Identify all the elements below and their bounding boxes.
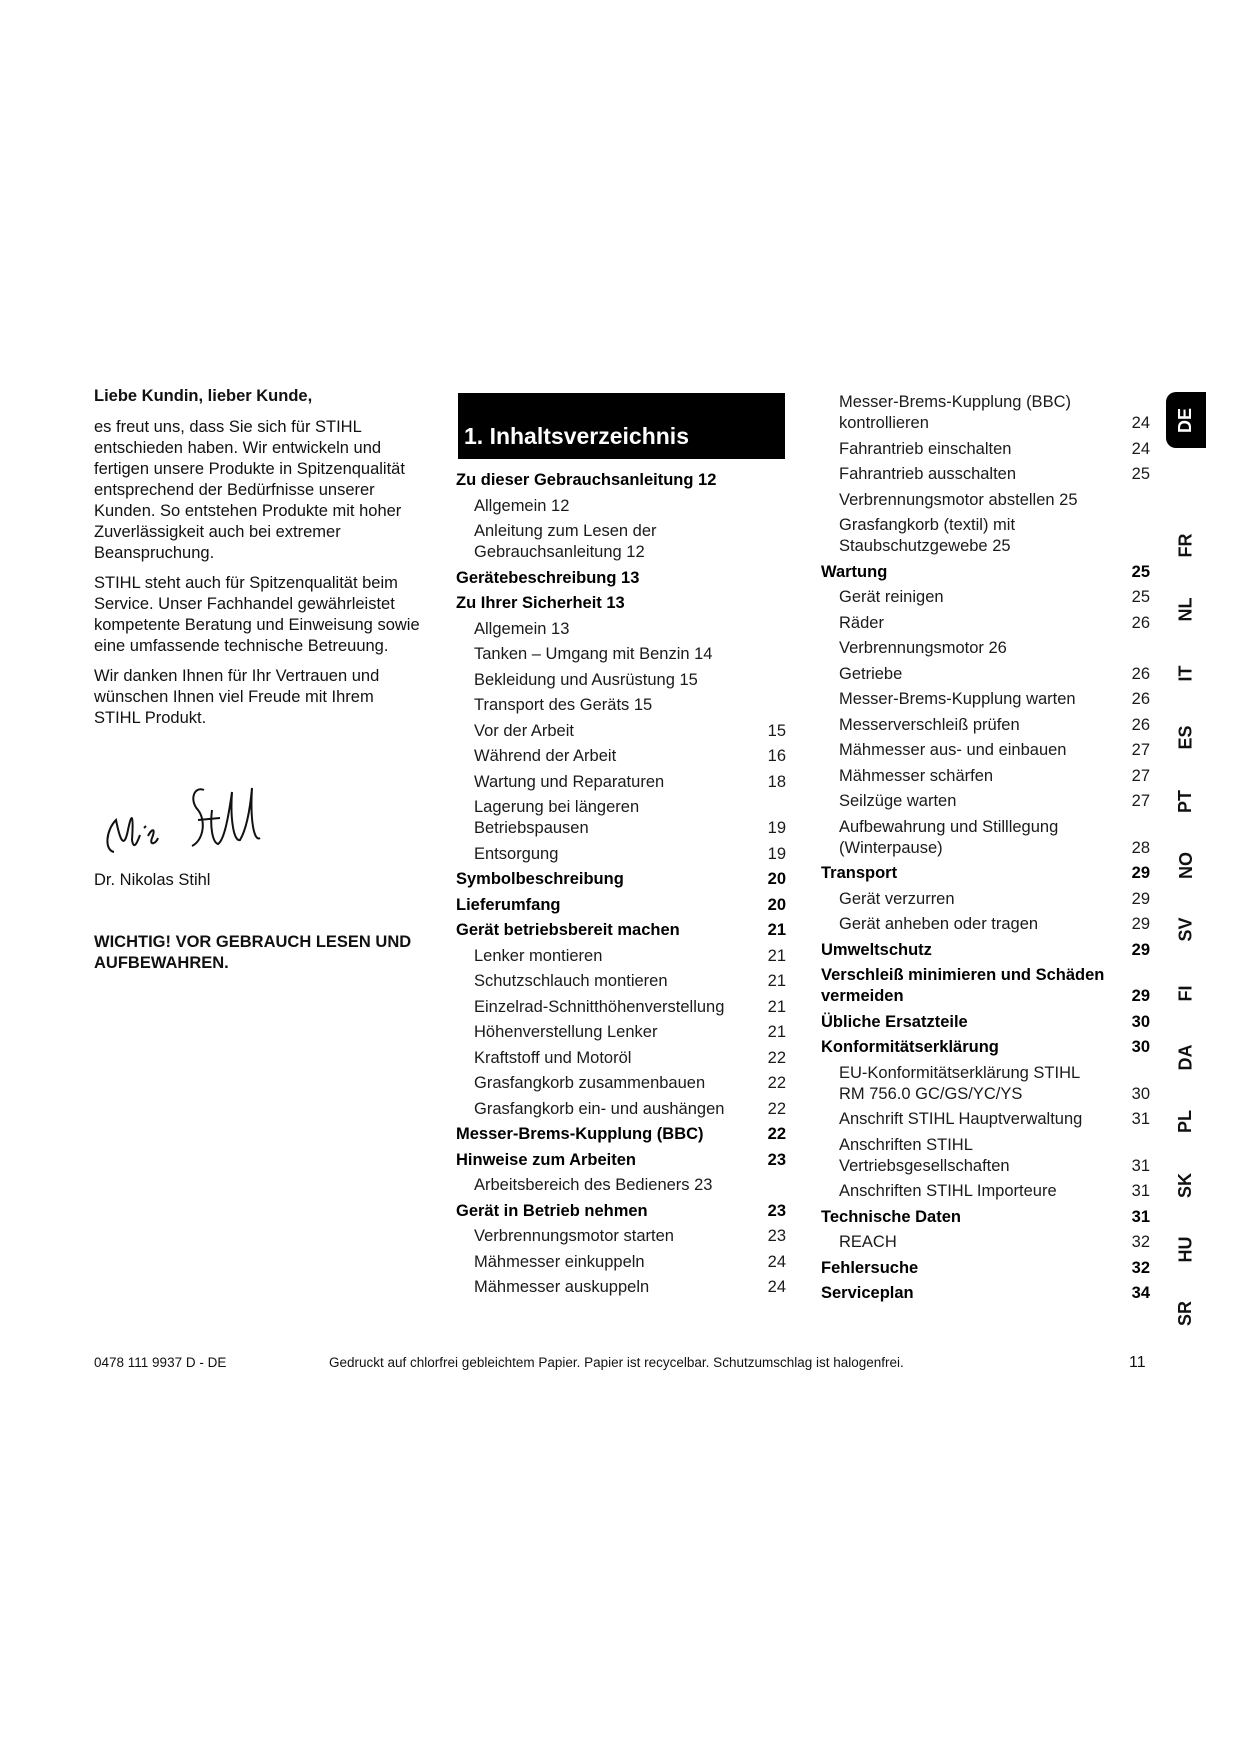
toc-subsection-entry: [456, 1175, 786, 1196]
toc-entry-label: Höhenverstellung Lenker: [474, 1023, 658, 1041]
intro-section: [94, 386, 424, 738]
toc-entry-page: 27: [1131, 741, 1150, 759]
paper-note: Gedruckt auf chlorfrei gebleichtem Papier. Papier ist recycelbar. Schutzumschlag ist halogenfrei.: [329, 1355, 904, 1370]
toc-subsection-entry: [456, 1073, 786, 1094]
greeting: Liebe Kundin, lieber Kunde,: [94, 387, 313, 405]
toc-entry-page: 20: [767, 895, 786, 914]
toc-entry-page: 21: [767, 972, 786, 990]
toc-entry-label: Grasfangkorb ein- und aushängen: [474, 1099, 725, 1118]
toc-section-entry: [456, 1124, 786, 1145]
toc-entry-label: Umweltschutz: [821, 940, 932, 959]
toc-subsection-entry: [456, 772, 786, 793]
toc-entry-label: REACH: [839, 1233, 897, 1251]
toc-subsection-entry: [456, 1022, 786, 1043]
page-number: 11: [1129, 1354, 1146, 1371]
toc-section-entry: [456, 895, 786, 916]
toc-entry-page: 30: [1131, 1038, 1150, 1056]
intro-paragraph: es freut uns, dass Sie sich für STIHL entschieden haben. Wir entwickeln und fertigen unsere Produkte in Spitzenqualität entsprechend der Bedürfnisse unserer Kunden. So entstehen Produkte mit hoher Zuverlässigkeit auch bei extremer Beanspruchung.: [94, 418, 405, 562]
toc-entry-page: 31: [1131, 1156, 1150, 1175]
toc-entry-page: 29: [1131, 940, 1150, 959]
toc-entry-label: Anleitung zum Lesen der Gebrauchsanleitung 12: [474, 522, 657, 561]
toc-entry-page: 22: [767, 1125, 786, 1143]
toc-section-entry: [821, 1207, 1150, 1228]
toc-entry-label: Transport: [821, 864, 898, 882]
toc-entry-label: Mähmesser schärfen: [839, 766, 994, 785]
toc-entry-page: 22: [767, 1048, 786, 1067]
toc-entry-page: 32: [1131, 1258, 1150, 1277]
toc-entry-page: 18: [767, 772, 786, 791]
toc-subsection-entry: [456, 1277, 786, 1298]
toc-entry-page: 26: [1131, 664, 1150, 683]
toc-section-entry: [821, 965, 1150, 1007]
toc-entry-label: Hinweise zum Arbeiten: [456, 1150, 637, 1169]
toc-subsection-entry: [456, 1252, 786, 1273]
toc-entry-page: 34: [1131, 1284, 1150, 1302]
toc-subsection-entry: [456, 619, 786, 640]
language-tab-es: [1166, 712, 1206, 762]
language-tab-label: ES: [1175, 724, 1196, 750]
toc-entry-label: Mähmesser auskuppeln: [474, 1278, 650, 1296]
toc-entry-label: Verbrennungsmotor 26: [839, 639, 1007, 657]
intro-paragraph: Wir danken Ihnen für Ihr Vertrauen und wünschen Ihnen viel Freude mit Ihrem STIHL Produkt.: [94, 667, 380, 727]
language-tab-label: IT: [1175, 665, 1196, 681]
language-tab-label: PL: [1175, 1109, 1196, 1133]
toc-entry-page: 19: [767, 844, 786, 863]
toc-entry-page: 24: [767, 1252, 786, 1271]
toc-subsection-entry: [821, 914, 1150, 935]
language-tab-it: [1166, 648, 1206, 698]
toc-entry-label: Bekleidung und Ausrüstung 15: [474, 670, 698, 689]
toc-entry-label: Grasfangkorb (textil) mit Staubschutzgewebe 25: [839, 516, 1016, 555]
toc-subsection-entry: [821, 791, 1150, 812]
toc-entry-page: 28: [1131, 838, 1150, 857]
toc-entry-label: Technische Daten: [821, 1207, 961, 1226]
language-tab-fi: [1166, 968, 1206, 1018]
toc-entry-label: Entsorgung: [474, 844, 559, 863]
toc-section-entry: [456, 1201, 786, 1222]
toc-entry-label: Getriebe: [839, 664, 903, 683]
toc-subsection-entry: [456, 1099, 786, 1120]
toc-entry-page: 32: [1131, 1233, 1150, 1251]
language-tab-label: DE: [1175, 407, 1196, 433]
toc-entry-page: 16: [767, 747, 786, 765]
toc-entry-label: Lieferumfang: [456, 895, 561, 914]
toc-entry-label: Räder: [839, 613, 884, 632]
toc-subsection-entry: [821, 817, 1150, 859]
toc-column-3: [821, 392, 1150, 1309]
toc-entry-page: 27: [1131, 766, 1150, 785]
language-tab-sv: [1166, 904, 1206, 954]
toc-entry-page: 26: [1131, 690, 1150, 708]
language-tab-de: [1166, 392, 1206, 448]
toc-entry-label: Messerverschleiß prüfen: [839, 715, 1020, 734]
toc-subsection-entry: [821, 515, 1150, 557]
toc-entry-page: 30: [1131, 1012, 1150, 1031]
toc-subsection-entry: [821, 464, 1150, 485]
language-tab-sk: [1166, 1160, 1206, 1210]
toc-subsection-entry: [821, 766, 1150, 787]
toc-subsection-entry: [456, 695, 786, 716]
toc-subsection-entry: [821, 740, 1150, 761]
language-tab-nl: [1166, 584, 1206, 634]
language-tab-pl: [1166, 1096, 1206, 1146]
language-tab-label: SV: [1175, 916, 1196, 942]
toc-entry-label: Lenker montieren: [474, 946, 603, 965]
toc-section-entry: [821, 1283, 1150, 1304]
toc-subsection-entry: [821, 439, 1150, 460]
language-tab-da: [1166, 1032, 1206, 1082]
toc-section-entry: [821, 562, 1150, 583]
language-tab-fr: [1166, 520, 1206, 570]
toc-entry-page: 24: [1131, 414, 1150, 432]
toc-entry-page: 23: [767, 1227, 786, 1245]
toc-entry-label: Zu Ihrer Sicherheit 13: [456, 594, 625, 612]
toc-section-entry: [456, 470, 786, 491]
toc-entry-page: 26: [1131, 613, 1150, 632]
toc-subsection-entry: [456, 971, 786, 992]
toc-subsection-entry: [456, 746, 786, 767]
toc-entry-label: Mähmesser einkuppeln: [474, 1252, 645, 1271]
toc-section-entry: [821, 863, 1150, 884]
toc-subsection-entry: [821, 1181, 1150, 1202]
toc-section-entry: [456, 869, 786, 890]
toc-entry-page: 19: [767, 819, 786, 837]
toc-subsection-entry: [821, 638, 1150, 659]
toc-entry-page: 26: [1131, 715, 1150, 734]
toc-entry-label: Arbeitsbereich des Bedieners 23: [474, 1176, 713, 1194]
toc-entry-label: Mähmesser aus- und einbauen: [839, 741, 1067, 759]
toc-subsection-entry: [821, 392, 1150, 434]
toc-subsection-entry: [456, 496, 786, 517]
language-tab-label: HU: [1175, 1236, 1196, 1262]
toc-entry-label: Anschriften STIHL Vertriebsgesellschaften: [839, 1135, 1010, 1175]
toc-entry-label: Einzelrad-Schnitthöhenverstellung: [474, 997, 725, 1016]
toc-subsection-entry: [456, 1048, 786, 1069]
language-tab-label: NL: [1175, 597, 1196, 621]
language-tab-label: FR: [1175, 533, 1196, 557]
toc-subsection-entry: [821, 715, 1150, 736]
language-tab-label: FI: [1175, 985, 1196, 1001]
toc-subsection-entry: [456, 644, 786, 665]
language-tabs: [1166, 392, 1206, 1342]
toc-section-entry: [821, 1012, 1150, 1033]
toc-section-entry: [456, 593, 786, 614]
toc-subsection-entry: [821, 1109, 1150, 1130]
language-tab-sr: [1166, 1288, 1206, 1338]
signer-name: Dr. Nikolas Stihl: [94, 871, 211, 889]
language-tab-no: [1166, 840, 1206, 890]
toc-entry-label: Wartung und Reparaturen: [474, 772, 665, 791]
toc-entry-page: 29: [1131, 915, 1150, 933]
toc-entry-page: 21: [767, 921, 786, 939]
toc-subsection-entry: [456, 844, 786, 865]
language-tab-label: SR: [1175, 1300, 1196, 1326]
toc-entry-page: 21: [767, 946, 786, 965]
toc-subsection-entry: [456, 521, 786, 563]
toc-subsection-entry: [456, 946, 786, 967]
toc-entry-page: 21: [767, 997, 786, 1016]
toc-entry-page: 31: [1131, 1110, 1150, 1128]
toc-entry-label: Anschrift STIHL Hauptverwaltung: [839, 1110, 1083, 1128]
toc-entry-page: 29: [1131, 864, 1150, 882]
toc-entry-page: 15: [767, 721, 786, 740]
toc-entry-label: Fahrantrieb einschalten: [839, 439, 1012, 458]
language-tab-pt: [1166, 776, 1206, 826]
toc-subsection-entry: [821, 1232, 1150, 1253]
toc-entry-label: Fahrantrieb ausschalten: [839, 465, 1017, 483]
toc-entry-label: Fehlersuche: [821, 1258, 919, 1277]
toc-entry-page: 20: [767, 870, 786, 888]
toc-entry-label: Wartung: [821, 562, 888, 581]
toc-subsection-entry: [456, 721, 786, 742]
language-tab-label: DA: [1175, 1044, 1196, 1070]
toc-entry-label: Transport des Geräts 15: [474, 696, 653, 714]
toc-heading: 1. Inhaltsverzeichnis: [458, 393, 785, 459]
toc-entry-page: 29: [1131, 889, 1150, 908]
toc-subsection-entry: [821, 889, 1150, 910]
toc-entry-label: Vor der Arbeit: [474, 721, 574, 740]
toc-entry-label: Gerätebeschreibung 13: [456, 568, 640, 587]
warning-notice: WICHTIG! VOR GEBRAUCH LESEN UND AUFBEWAHREN.: [94, 933, 412, 972]
toc-entry-label: Tanken – Umgang mit Benzin 14: [474, 645, 713, 663]
toc-subsection-entry: [456, 1226, 786, 1247]
toc-entry-label: Allgemein 13: [474, 619, 570, 638]
toc-entry-page: 31: [1131, 1207, 1150, 1226]
toc-entry-label: Messer-Brems-Kupplung (BBC) kontrollieren: [839, 393, 1071, 432]
toc-entry-page: 30: [1131, 1084, 1150, 1103]
toc-entry-label: Übliche Ersatzteile: [821, 1012, 968, 1031]
toc-entry-page: 24: [767, 1278, 786, 1296]
toc-entry-label: Gerät anheben oder tragen: [839, 915, 1039, 933]
language-tab-label: SK: [1175, 1172, 1196, 1198]
toc-section-entry: [456, 920, 786, 941]
toc-section-entry: [821, 1258, 1150, 1279]
toc-entry-page: 31: [1131, 1182, 1150, 1200]
toc-entry-label: Messer-Brems-Kupplung (BBC): [456, 1125, 704, 1143]
toc-entry-label: Allgemein 12: [474, 496, 570, 515]
document-code: 0478 111 9937 D - DE: [94, 1355, 227, 1370]
toc-subsection-entry: [821, 689, 1150, 710]
toc-entry-label: Gerät in Betrieb nehmen: [456, 1201, 648, 1220]
toc-entry-page: 29: [1131, 987, 1150, 1005]
toc-entry-label: Messer-Brems-Kupplung warten: [839, 690, 1076, 708]
language-tab-label: PT: [1175, 789, 1196, 813]
toc-entry-label: Seilzüge warten: [839, 792, 957, 810]
toc-entry-label: Während der Arbeit: [474, 747, 617, 765]
toc-entry-label: Schutzschlauch montieren: [474, 972, 668, 990]
toc-subsection-entry: [821, 490, 1150, 511]
toc-subsection-entry: [821, 613, 1150, 634]
toc-entry-page: 22: [767, 1074, 786, 1092]
toc-entry-label: Grasfangkorb zusammenbauen: [474, 1074, 706, 1092]
toc-subsection-entry: [456, 997, 786, 1018]
toc-entry-label: Gerät reinigen: [839, 588, 944, 606]
toc-subsection-entry: [456, 797, 786, 839]
toc-entry-label: Zu dieser Gebrauchsanleitung 12: [456, 471, 717, 489]
toc-entry-label: Verschleiß minimieren und Schäden vermeiden: [821, 966, 1105, 1005]
toc-subsection-entry: [821, 1135, 1150, 1177]
toc-entry-label: Konformitätserklärung: [821, 1038, 999, 1056]
toc-entry-label: Verbrennungsmotor starten: [474, 1227, 674, 1245]
toc-section-entry: [821, 940, 1150, 961]
toc-section-entry: [456, 1150, 786, 1171]
toc-column-2: [456, 470, 786, 1303]
toc-entry-label: Anschriften STIHL Importeure: [839, 1182, 1057, 1200]
toc-entry-page: 23: [767, 1150, 786, 1169]
toc-entry-page: 23: [767, 1201, 786, 1220]
toc-entry-label: Verbrennungsmotor abstellen 25: [839, 490, 1078, 509]
toc-entry-label: Gerät verzurren: [839, 889, 955, 908]
toc-entry-label: Serviceplan: [821, 1284, 914, 1302]
signature-image: [94, 780, 264, 860]
language-tab-hu: [1166, 1224, 1206, 1274]
toc-subsection-entry: [821, 664, 1150, 685]
toc-entry-label: Kraftstoff und Motoröl: [474, 1048, 632, 1067]
intro-paragraph: STIHL steht auch für Spitzenqualität beim Service. Unser Fachhandel gewährleistet kompetente Beratung und Einweisung sowie eine umfassende technische Betreuung.: [94, 574, 420, 655]
toc-entry-label: Symbolbeschreibung: [456, 870, 624, 888]
toc-entry-label: Aufbewahrung und Stilllegung (Winterpause): [839, 817, 1059, 857]
toc-section-entry: [821, 1037, 1150, 1058]
toc-section-entry: [456, 568, 786, 589]
toc-entry-page: 25: [1131, 562, 1150, 581]
toc-subsection-entry: [821, 587, 1150, 608]
toc-entry-page: 21: [767, 1023, 786, 1041]
toc-entry-page: 27: [1131, 792, 1150, 810]
toc-subsection-entry: [821, 1063, 1150, 1105]
toc-entry-page: 24: [1131, 439, 1150, 458]
toc-entry-label: EU-Konformitätserklärung STIHL RM 756.0 GC/GS/YC/YS: [839, 1063, 1080, 1103]
toc-entry-page: 22: [767, 1099, 786, 1118]
toc-subsection-entry: [456, 670, 786, 691]
toc-entry-label: Lagerung bei längeren Betriebspausen: [474, 798, 640, 837]
toc-entry-page: 25: [1131, 588, 1150, 606]
toc-entry-label: Gerät betriebsbereit machen: [456, 921, 680, 939]
toc-entry-page: 25: [1131, 465, 1150, 483]
language-tab-label: NO: [1175, 851, 1196, 879]
